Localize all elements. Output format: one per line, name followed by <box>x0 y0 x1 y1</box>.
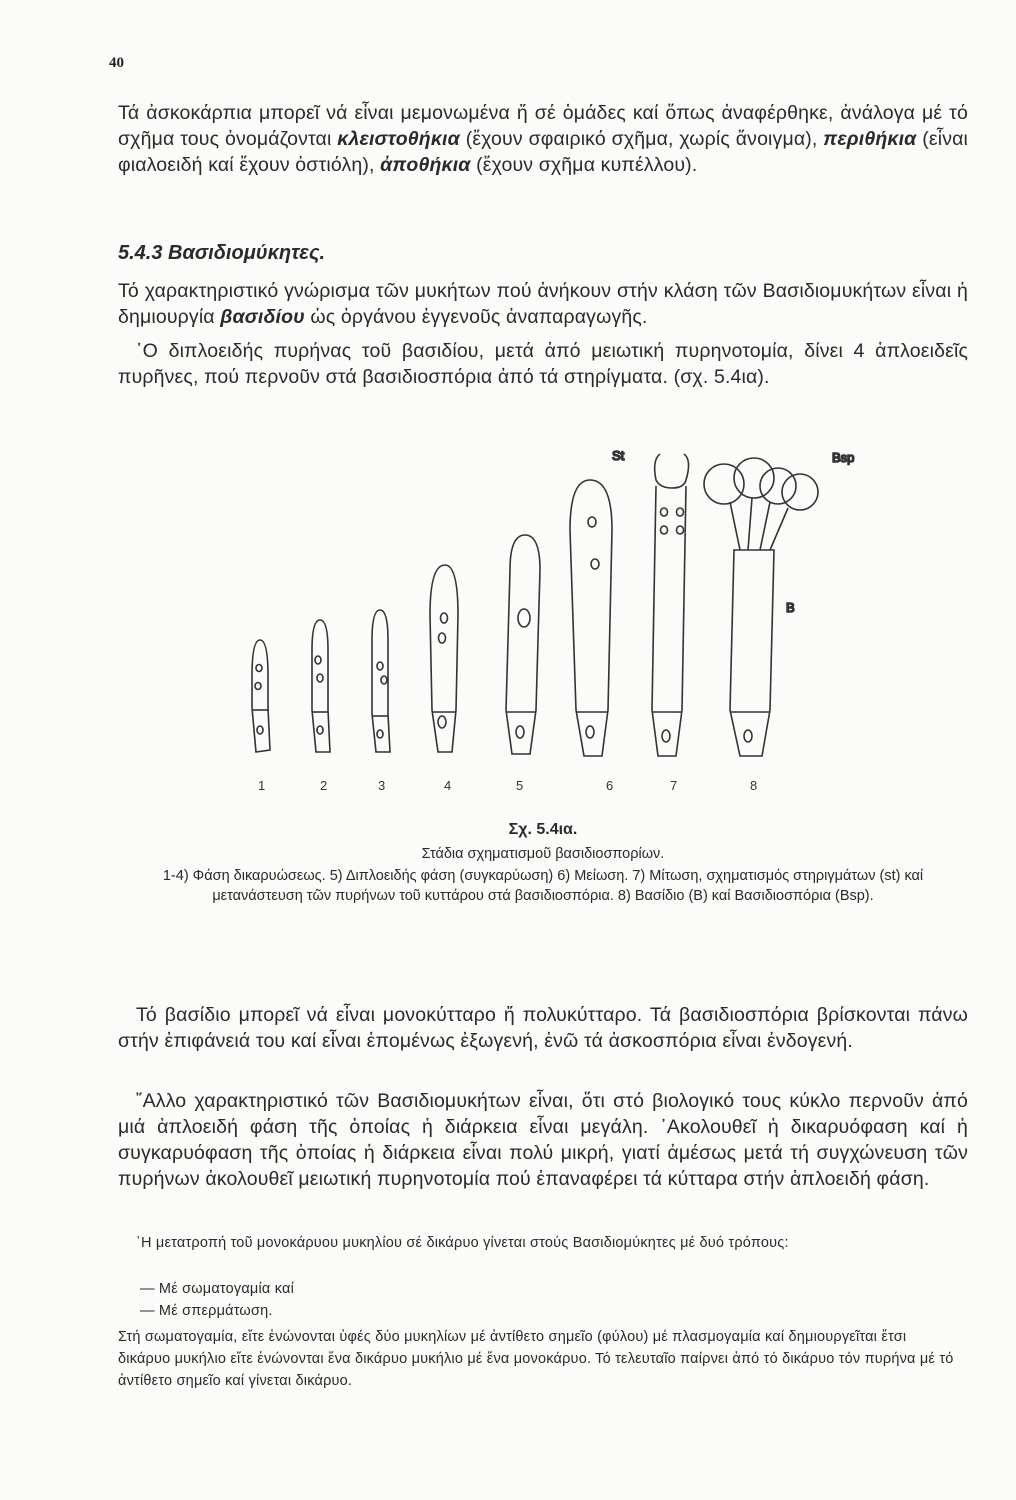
basidiospore-figure <box>240 440 880 800</box>
term-kleistothikia: κλειστοθήκια <box>337 128 460 150</box>
label-bsp: Bsp <box>832 450 855 465</box>
text: Τά ἀσκοκάρπια μπορεῖ νά εἶναι μεμονωμένα ἤ σέ ὁμάδες καί ὅπως ἀναφέρθηκε, ἀνάλογα μέ τό σχῆμα τους ὀνομάζονται <box>118 102 968 150</box>
text: ὡς ὀργάνου ἐγγενοῦς ἀναπαραγωγῆς. <box>304 306 648 328</box>
text: (ἔχουν σφαιρικό σχῆμα, χωρίς ἄνοιγμα), <box>459 128 824 150</box>
stage-3 <box>372 610 390 752</box>
small-text-somatogamy: Στή σωματογαμία, εἴτε ἑνώνονται ὑφές δύο μυκηλίων μέ ἀντίθετο σημεῖο (φύλου) μέ πλασμογαμία καί δημιουργεῖται ἔτσι δικάρυο μυκήλιο εἴτε ἑνώνονται ἕνα δικάρυο μυκήλιο μέ ἕνα μονοκάρυο. Τό τελευταῖο παίρνει ἀπό τό δικάρυο τόν πυρήνα μέ τό ἀντίθετο σημεῖο καί γίνεται δικάρυο. <box>118 1329 954 1389</box>
text: (εἶναι φιαλοειδή καί ἔχουν ὀστιόλη), <box>118 128 968 176</box>
section-heading: 5.4.3 Βασιδιομύκητες. <box>118 242 326 264</box>
figure-caption-subtitle: Στάδια σχηματισμοῦ βασιδιοσπορίων. <box>421 846 665 862</box>
paragraph-basidium-definition <box>118 278 968 330</box>
term-apothikia: ἀποθήκια <box>380 154 471 176</box>
paragraph-diploid-nucleus: ῾Ο διπλοειδής πυρήνας τοῦ βασιδίου, μετά ἀπό μειωτική πυρηνοτομία, δίνει 4 ἁπλοειδεῖς πυρῆνες, πού περνοῦν στά βασιδιοσπόρια ἀπό τά στηρίγματα. (σχ. 5.4ια). <box>118 340 968 388</box>
paragraph-ascocarps <box>118 100 968 178</box>
small-text-conversion: ῾Η μετατροπή τοῦ μονοκάρυου μυκηλίου σέ δικάρυο γίνεται στούς Βασιδιομύκητες μέ δυό τρόπους: <box>136 1235 789 1251</box>
small-list-item-1: — Μέ σωματογαμία καί <box>140 1281 294 1297</box>
page-number: 40 <box>109 55 124 71</box>
stage-6 <box>570 480 612 756</box>
stage-4 <box>430 565 458 752</box>
stage-number-8: 8 <box>750 778 758 793</box>
stage-number-3: 3 <box>378 778 386 793</box>
label-b: B <box>786 600 795 615</box>
stage-number-4: 4 <box>444 778 452 793</box>
stage-5 <box>506 535 540 754</box>
stage-number-6: 6 <box>606 778 614 793</box>
stage-number-7: 7 <box>670 778 678 793</box>
label-st: St <box>612 448 625 463</box>
term-basidio: βασιδίου <box>220 306 305 328</box>
stage-number-5: 5 <box>516 778 524 793</box>
text: Τό χαρακτηριστικό γνώρισμα τῶν μυκήτων πού ἀνήκουν στήν κλάση τῶν Βασιδιομυκήτων εἶναι ἡ δημιουργία <box>118 280 968 328</box>
stage-7 <box>652 454 689 756</box>
figure-caption-title: Σχ. 5.4ια. <box>508 821 578 838</box>
stage-8 <box>704 458 818 756</box>
stage-2 <box>312 620 330 752</box>
stage-1 <box>252 640 270 752</box>
stage-number-2: 2 <box>320 778 328 793</box>
text: (ἔχουν σχῆμα κυπέλλου). <box>470 154 698 176</box>
paragraph-life-cycle: ῎Αλλο χαρακτηριστικό τῶν Βασιδιομυκήτων εἶναι, ὅτι στό βιολογικό τους κύκλο περνοῦν ἀπό μιά ἁπλοειδή φάση τῆς ὁποίας ἡ διάρκεια εἶναι μεγάλη. ᾿Ακολουθεῖ ἡ δικαρυόφαση καί ἡ συγκαρυόφαση τῆς ὁποίας ἡ διάρκεια εἶναι πολύ μικρή, γιατί ἀμέσως μετά τή συγχώνευση τῶν πυρήνων ἀκολουθεῖ μειωτική πυρηνοτομία πού ἐπαναφέρει τά κύτταρα στήν ἁπλοειδή φάση. <box>118 1090 968 1190</box>
term-perithikia: περιθήκια <box>823 128 917 150</box>
small-list-item-2: — Μέ σπερμάτωση. <box>140 1303 273 1319</box>
stage-number-1: 1 <box>258 778 266 793</box>
paragraph-basidium-types: Τό βασίδιο μπορεῖ νά εἶναι μονοκύτταρο ἤ πολυκύτταρο. Τά βασιδιοσπόρια βρίσκονται πάνω στήν ἐπιφάνειά του καί εἶναι ἑπομένως ἐξωγενή, ἐνῶ τά ἀσκοσπόρια εἶναι ἐνδογενή. <box>118 1004 968 1052</box>
figure-caption-body: 1-4) Φάση δικαρυώσεως. 5) Διπλοειδής φάση (συγκαρύωση) 6) Μείωση. 7) Μίτωση, σχηματισμός στηριγμάτων (st) καί μετανάστευση τῶν πυρήνων τοῦ κυττάρου στά βασιδιοσπόρια. 8) Βασίδιο (B) καί Βασιδιοσπόρια (Bsp). <box>162 868 924 904</box>
